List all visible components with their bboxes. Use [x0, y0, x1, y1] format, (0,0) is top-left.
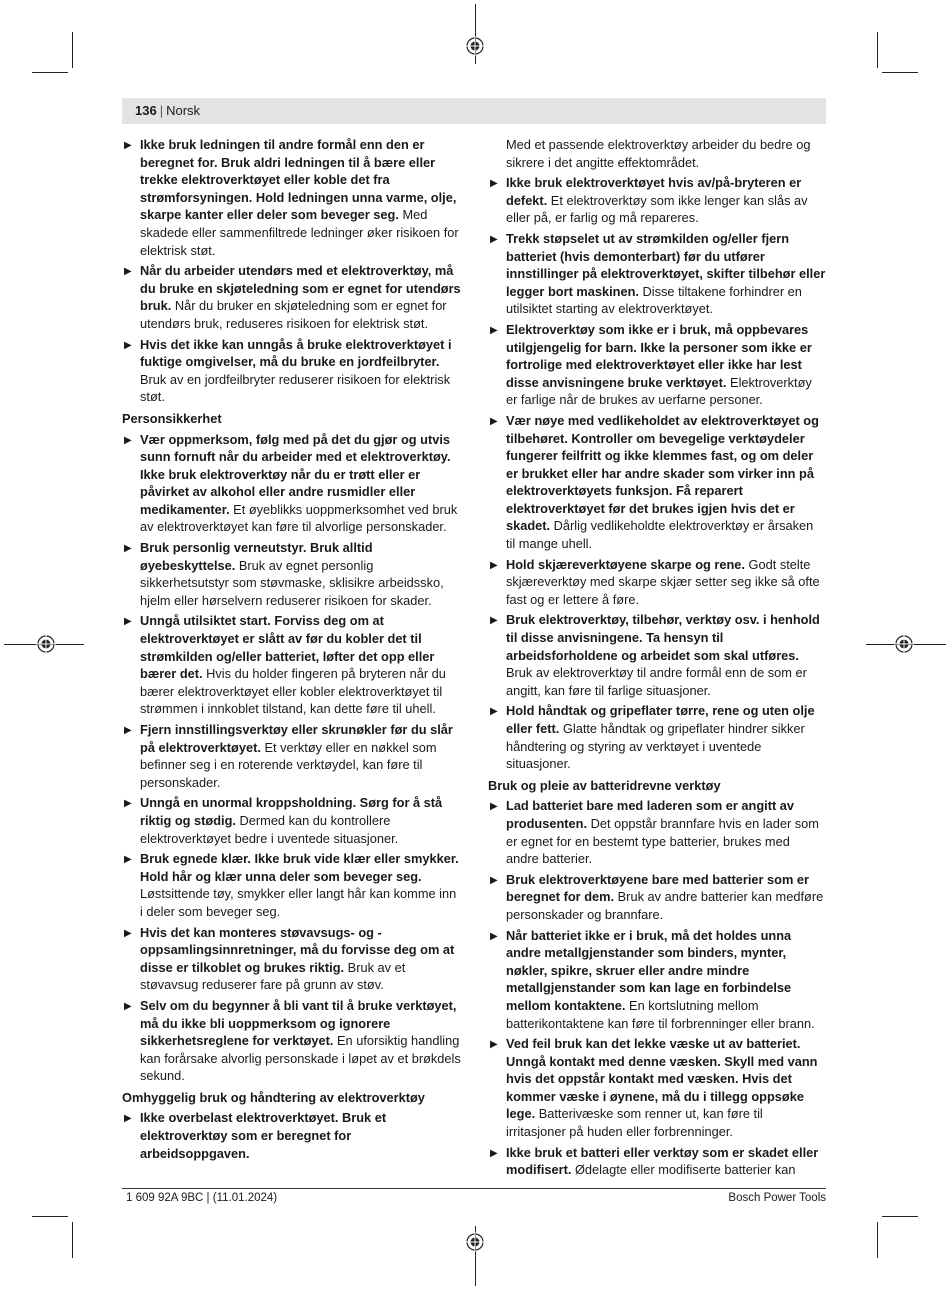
- list-item: [488, 871, 826, 924]
- bullet-triangle-icon: ▶: [490, 324, 498, 336]
- page-header: 136 | Norsk: [135, 103, 201, 118]
- list-item: [122, 539, 462, 609]
- list-item: [488, 556, 826, 609]
- item-bold-text: Fjern innstillingsverktøy eller skrunøkler før du slår på elektroverktøyet.: [140, 722, 453, 755]
- item-bold-text: Ikke bruk ledningen til andre formål enn den er beregnet for. Bruk aldri ledningen til å bære eller trekke elektroverktøyet eller koble det fra strømforsyningen. Hold ledningen unna varme, olje, skarpe kanter eller deler som beveger seg.: [140, 137, 457, 223]
- crop-mark-top-right-v: [877, 32, 878, 68]
- item-bold-text: Trekk støpselet ut av strømkilden og/eller fjern batteriet (hvis demonterbart) før du utfører innstillinger på elektroverktøyet, skifter tilbehør eller legger bort maskinen.: [506, 230, 826, 299]
- bullet-triangle-icon: ▶: [490, 415, 498, 427]
- registration-mark-icon: [894, 634, 914, 654]
- crop-mark-top-left-v: [72, 32, 73, 68]
- right-column: [488, 136, 826, 1182]
- item-text: En uforsiktig handling kan forårsake alvorlig personskade i løpet av et brøkdels sekund.: [140, 1033, 461, 1084]
- item-text: Dårlig vedlikeholdte elektroverktøy er årsaken til mange uhell.: [506, 518, 814, 552]
- item-bold-text: Ved feil bruk kan det lekke væske ut av batteriet. Unngå kontakt med denne væsken. Skyll med vann hvis det oppstår kontakt med væsken. Hvis det kommer væske i øynene, må du i tillegg oppsøke lege.: [506, 1036, 818, 1122]
- page-number: 136: [135, 103, 157, 118]
- item-text: Ødelagte eller modifiserte batterier kan: [571, 1162, 796, 1178]
- item-text: Bruk av et støvavsug reduserer fare på grunn av støv.: [140, 959, 406, 993]
- item-text: Det oppstår brannfare hvis en lader som er egnet for en bestemt type batterier, brukes med andre batterier.: [506, 815, 819, 867]
- list-item: [122, 1109, 462, 1162]
- left-column: [122, 136, 462, 1165]
- item-bold-text: Når batteriet ikke er i bruk, må det holdes unna andre metallgjenstander som binders, mynter, nøkler, spikre, skruer eller andre mindre metallgjenstander som kan lage en forbindelse mellom kontaktene.: [506, 927, 792, 1013]
- item-bold-text: Hold skjæreverktøyene skarpe og rene.: [506, 556, 745, 572]
- list-item: [122, 431, 462, 537]
- document-reference: 1 609 92A 9BC | (11.01.2024): [126, 1192, 278, 1204]
- intro-list: [122, 136, 462, 406]
- list-item: [488, 797, 826, 867]
- item-text: Batterivæske som renner ut, kan føre til irritasjoner på huden eller forbrenninger.: [506, 1106, 763, 1140]
- list-item: [122, 612, 462, 718]
- section-heading-battery: Bruk og pleie av batteridrevne verktøy: [488, 777, 721, 793]
- bullet-triangle-icon: ▶: [124, 543, 132, 555]
- item-bold-text: Hvis det ikke kan unngås å bruke elektroverktøyet i fuktige omgivelser, må du bruke en jordfeilbryter.: [140, 336, 452, 370]
- crop-mark-bottom-left-h: [32, 1216, 68, 1217]
- list-item: [488, 412, 826, 553]
- bullet-triangle-icon: ▶: [124, 266, 132, 278]
- bullet-triangle-icon: ▶: [490, 233, 498, 245]
- item-bold-text: Bruk egnede klær. Ikke bruk vide klær eller smykker. Hold hår og klær unna deler som beveger seg.: [140, 851, 459, 884]
- item-bold-text: Vær nøye med vedlikeholdet av elektroverktøyet og tilbehøret. Kontroller om bevegelige verktøydeler fungerer feilfritt og ikke klemmes fast, og om deler er brukket eller har andre skader som virker inn på elektroverktøyets funksjon. Få reparert elektroverktøyet før det brukes igjen hvis det er skadet.: [506, 412, 819, 534]
- bullet-triangle-icon: ▶: [124, 339, 132, 351]
- battery-list: [488, 797, 826, 1178]
- list-item: [488, 174, 826, 227]
- item-text: Når du bruker en skjøteledning som er egnet for utendørs bruk, reduseres risikoen for elektrisk støt.: [140, 298, 447, 331]
- list-item: [122, 924, 462, 994]
- page-language: Norsk: [166, 103, 201, 118]
- item-text: Glatte håndtak og gripeflater hindrer sikker håndtering og styring av verktøyet i uventede situasjoner.: [506, 721, 805, 772]
- bullet-triangle-icon: ▶: [124, 927, 132, 939]
- item-text: Løstsittende tøy, smykker eller langt hår kan komme inn i deler som beveger seg.: [140, 886, 457, 919]
- item-bold-text: Ikke bruk et batteri eller verktøy som er skadet eller modifisert.: [506, 1144, 819, 1178]
- section-heading-personal-safety: Personsikkerhet: [122, 410, 222, 426]
- crop-mark-top-left-h: [32, 72, 68, 73]
- bullet-triangle-icon: ▶: [490, 706, 498, 718]
- item-text: Med skadede eller sammenfiltrede ledninger øker risikoen for elektrisk støt.: [140, 207, 459, 258]
- list-item: [488, 611, 826, 699]
- bullet-triangle-icon: ▶: [124, 140, 132, 151]
- list-item: [122, 262, 462, 332]
- list-item: [488, 230, 826, 318]
- page-header-bar: [122, 98, 826, 124]
- bullet-triangle-icon: ▶: [124, 1000, 132, 1012]
- list-item: [122, 721, 462, 791]
- item-text: Disse tiltakene forhindrer en utilsiktet starting av elektroverktøyet.: [506, 283, 802, 317]
- continued-text: Med et passende elektroverktøy arbeider du bedre og sikrere i det angitte effektområdet.: [506, 137, 811, 170]
- item-text: En kortslutning mellom batterikontaktene kan føre til forbrenninger eller brann.: [506, 997, 815, 1031]
- list-item: [122, 336, 462, 406]
- careful-use-list-continued: [488, 174, 826, 773]
- item-bold-text: Ikke bruk elektroverktøyet hvis av/på-bryteren er defekt.: [506, 175, 802, 208]
- item-text: Bruk av egnet personlig sikkerhetsutstyr som støvmaske, sklisikre arbeidssko, hjelm eller hørselvern reduserer risikoen for skader.: [140, 557, 444, 608]
- list-item: [488, 1144, 826, 1179]
- item-bold-text: Vær oppmerksom, følg med på det du gjør og utvis sunn fornuft når du arbeider med et elektroverktøy. Ikke bruk elektroverktøy når du er trøtt eller er påvirket av alkohol eller andre rusmidler eller medikamenter.: [140, 431, 451, 517]
- registration-mark-icon: [465, 36, 485, 56]
- bullet-triangle-icon: ▶: [124, 854, 132, 866]
- list-item: [122, 136, 462, 259]
- list-item: [122, 794, 462, 847]
- item-bold-text: Hold håndtak og gripeflater tørre, rene og uten olje eller fett.: [506, 703, 815, 736]
- registration-mark-icon: [36, 634, 56, 654]
- item-text: Et øyeblikks uoppmerksomhet ved bruk av elektroverktøyet kan føre til alvorlige personskader.: [140, 501, 458, 535]
- item-bold-text: Unngå utilsiktet start. Forviss deg om at elektroverktøyet er slått av før du kobler det til strømkilden og/eller batteriet, løfter det opp eller bærer det.: [140, 613, 435, 682]
- item-text: Bruk av en jordfeilbryter reduserer risikoen for elektrisk støt.: [140, 371, 451, 405]
- item-text: Hvis du holder fingeren på bryteren når du bærer elektroverktøyet eller kobler elektroverktøyet til strømmen i innkoblet tilstand, kan dette føre til uhell.: [140, 666, 446, 717]
- item-text: Godt stelte skjæreverktøy med skarpe skjær setter seg ikke så ofte fast og er lettere å føre.: [506, 556, 820, 607]
- item-bold-text: Bruk elektroverktøyene bare med batterier som er beregnet for dem.: [506, 871, 809, 905]
- bullet-triangle-icon: ▶: [490, 615, 498, 627]
- item-text: Bruk av andre batterier kan medføre personskader og brannfare.: [506, 889, 824, 922]
- item-text: Et elektroverktøy som ikke lenger kan slås av eller på, er farlig og må repareres.: [506, 192, 808, 226]
- bullet-triangle-icon: ▶: [124, 1113, 132, 1125]
- bullet-triangle-icon: ▶: [124, 725, 132, 736]
- bullet-triangle-icon: ▶: [490, 178, 498, 190]
- item-bold-text: Hvis det kan monteres støvavsugs- og -oppsamlingsinnretninger, må du forvisse deg om at disse er tilkoblet og brukes riktig.: [140, 924, 455, 975]
- item-bold-text: Lad batteriet bare med laderen som er angitt av produsenten.: [506, 798, 795, 831]
- personal-safety-list: [122, 431, 462, 1085]
- item-bold-text: Selv om du begynner å bli vant til å bruke verktøyet, må du ikke bli uoppmerksom og ignorere sikkerhetsreglene for verktøyet.: [140, 997, 457, 1049]
- registration-mark-icon: [465, 1232, 485, 1252]
- footer-divider: [122, 1188, 826, 1189]
- bullet-triangle-icon: ▶: [490, 930, 498, 942]
- item-bold-text: Bruk elektroverktøy, tilbehør, verktøy osv. i henhold til disse anvisningene. Ta hensyn til arbeidsforholdene og arbeidet som skal utføres.: [506, 612, 820, 663]
- item-bold-text: Elektroverktøy som ikke er i bruk, må oppbevares utilgjengelig for barn. Ikke la personer som ikke er fortrolige med elektroverktøyet eller ikke har lest disse anvisningene bruke verktøyet.: [506, 321, 812, 390]
- bullet-triangle-icon: ▶: [490, 801, 498, 813]
- item-text: Elektroverktøy er farlige når de brukes av uerfarne personer.: [506, 374, 812, 408]
- list-item: [122, 850, 462, 920]
- list-item: [488, 702, 826, 772]
- item-bold-text: Bruk personlig verneutstyr. Bruk alltid øyebeskyttelse.: [140, 540, 373, 573]
- item-bold-text: Ikke overbelast elektroverktøyet. Bruk et elektroverktøy som er beregnet for arbeidsoppgaven.: [140, 1110, 387, 1161]
- crop-mark-top-right-h: [882, 72, 918, 73]
- bullet-triangle-icon: ▶: [490, 559, 498, 571]
- list-item: [488, 1035, 826, 1141]
- item-text: Bruk av elektroverktøy til andre formål enn de som er angitt, kan føre til farlige situasjoner.: [506, 665, 807, 698]
- bullet-triangle-icon: ▶: [490, 874, 498, 886]
- footer-brand: Bosch Power Tools: [728, 1192, 826, 1204]
- item-bold-text: Unngå en unormal kroppsholdning. Sørg for å stå riktig og stødig.: [140, 795, 443, 828]
- item-bold-text: Når du arbeider utendørs med et elektroverktøy, må du bruke en skjøteledning som er egnet for utendørs bruk.: [140, 263, 461, 314]
- bullet-triangle-icon: ▶: [124, 616, 132, 628]
- crop-mark-bottom-left-v: [72, 1222, 73, 1258]
- item-text: Dermed kan du kontrollere elektroverktøyet bedre i uventede situasjoner.: [140, 812, 399, 846]
- bullet-triangle-icon: ▶: [490, 1039, 498, 1051]
- list-item: [488, 927, 826, 1033]
- item-text: Et verktøy eller en nøkkel som befinner seg i en roterende verktøydel, kan føre til personskader.: [140, 739, 437, 790]
- careful-use-list: [122, 1109, 462, 1162]
- crop-mark-bottom-right-v: [877, 1222, 878, 1258]
- crop-mark-bottom-right-h: [882, 1216, 918, 1217]
- section-heading-careful-use: Omhyggelig bruk og håndtering av elektroverktøy: [122, 1089, 425, 1105]
- bullet-triangle-icon: ▶: [490, 1147, 498, 1159]
- bullet-triangle-icon: ▶: [124, 798, 132, 810]
- list-item: [122, 997, 462, 1085]
- bullet-triangle-icon: ▶: [124, 434, 132, 446]
- list-item: [488, 321, 826, 409]
